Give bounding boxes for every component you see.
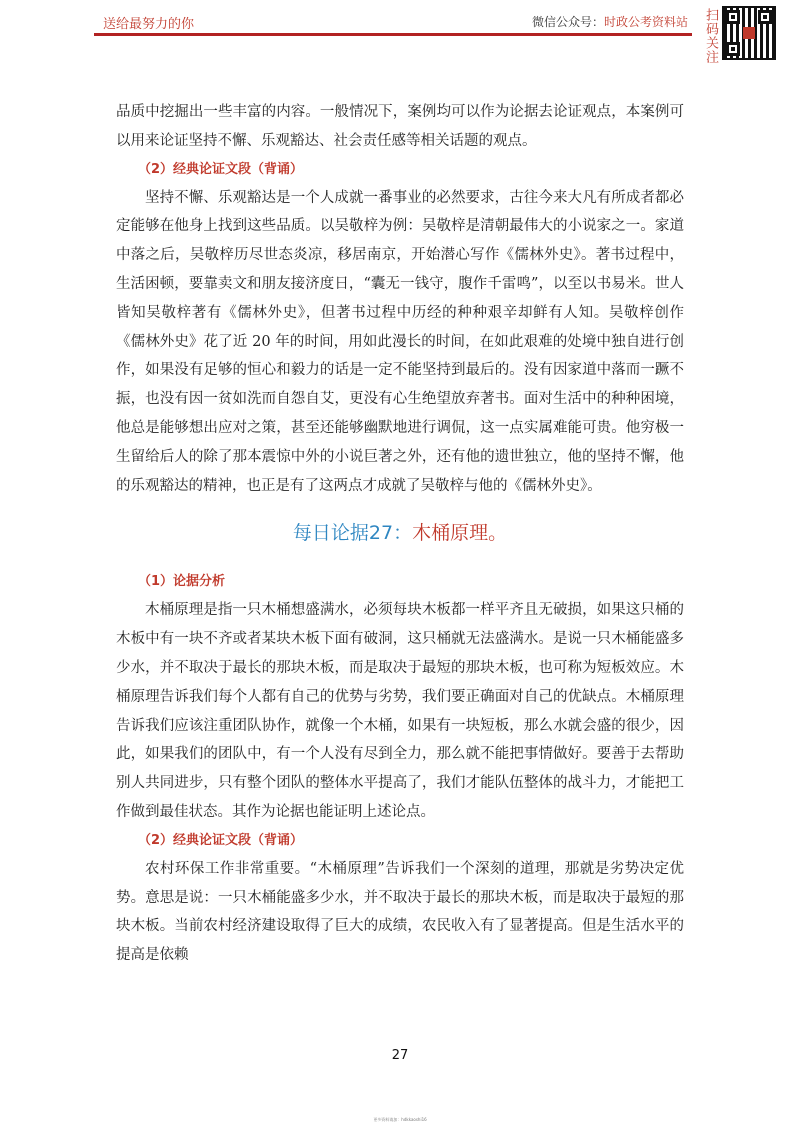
page-content [116,98,684,970]
page-number: 27 [391,1048,409,1063]
title-main: 木桶原理。 [412,522,508,545]
qr-code-icon[interactable] [722,6,776,60]
analysis-paragraph: 木桶原理是指一只木桶想盛满水，必须每块木板都一样平齐且无破损，如果这只桶的木板中有一块不齐或者某块木板下面有破洞，这只桶就无法盛满水。是说一只木桶能盛多少水，并不取决于最长的那块木板，而是取决于最短的那块木板，也可称为短板效应。木桶原理告诉我们每个人都有自己的优势与劣势，我们要正确面对自己的优缺点。木桶原理告诉我们应该注重团队协作，就像一个木桶，如果有一块短板，那么水就会盛的很少，因此，如果我们的团队中，有一个人没有尽到全力，那么就不能把事情做好。要善于去帮助别人共同进步，只有整个团队的整体水平提高了，我们才能队伍整体的战斗力，才能把工作做到最佳状态。其作为论据也能证明上述论点。 [116,602,684,820]
title-prefix: 每日论据27： [292,522,413,545]
footer-note: 更多资料请加：hdkkaoshi16 [373,1117,427,1122]
wechat-label: 微信公众号： [531,15,604,29]
wechat-account: 时政公考资料站 [603,15,688,29]
page-title [116,520,684,546]
section-heading: （1）论据分析 [138,574,226,590]
header-rule [94,33,692,36]
header-slogan: 送给最努力的你 [103,17,195,32]
intro-paragraph: 品质中挖掘出一些丰富的内容。一般情况下，案例均可以作为论据去论证观点，本案例可以用来论证坚持不懈、乐观豁达、社会责任感等相关话题的观点。 [116,104,684,149]
essay-paragraph: 农村环保工作非常重要。“木桶原理”告诉我们一个深刻的道理，那就是劣势决定优势。意思是说：一只木桶能盛多少水，并不取决于最长的那块木板，而是取决于最短的那块木板。当前农村经济建设取得了巨大的成绩，农民收入有了显著提高。但是生活水平的提高是依赖 [116,860,684,964]
scan-follow-label: 扫码关注 [703,8,718,64]
section-heading: （2）经典论证文段（背诵） [138,161,304,177]
essay-paragraph: 坚持不懈、乐观豁达是一个人成就一番事业的必然要求，古往今来大凡有所成者都必定能够在他身上找到这些品质。以吴敬梓为例：吴敬梓是清朝最伟大的小说家之一。家道中落之后，吴敬梓历尽世态炎凉，移居南京，开始潜心写作《儒林外史》。著书过程中，生活困顿，要靠卖文和朋友接济度日，“囊无一钱守，腹作千雷鸣”，以至以书易米。世人皆知吴敬梓著有《儒林外史》，但著书过程中历经的种种艰辛却鲜有人知。吴敬梓创作《儒林外史》花了近 20 年的时间，用如此漫长的时间，在如此艰难的处境中独自进行创作，如果没有足够的恒心和毅力的话是一定不能坚持到最后的。没有因家道中落而一蹶不振，也没有因一贫如洗而自怨自艾，更没有心生绝望放弃著书。面对生活中的种种困境，他总是能够想出应对之策，甚至还能够幽默地进行调侃，这一点实属难能可贵。他穷极一生留给后人的除了那本震惊中外的小说巨著之外，还有他的遗世独立，他的坚持不懈，他的乐观豁达的精神，也正是有了这两点才成就了吴敬梓与他的《儒林外史》。 [116,189,684,494]
section-heading: （2）经典论证文段（背诵） [138,832,304,848]
header-wechat [532,13,688,30]
